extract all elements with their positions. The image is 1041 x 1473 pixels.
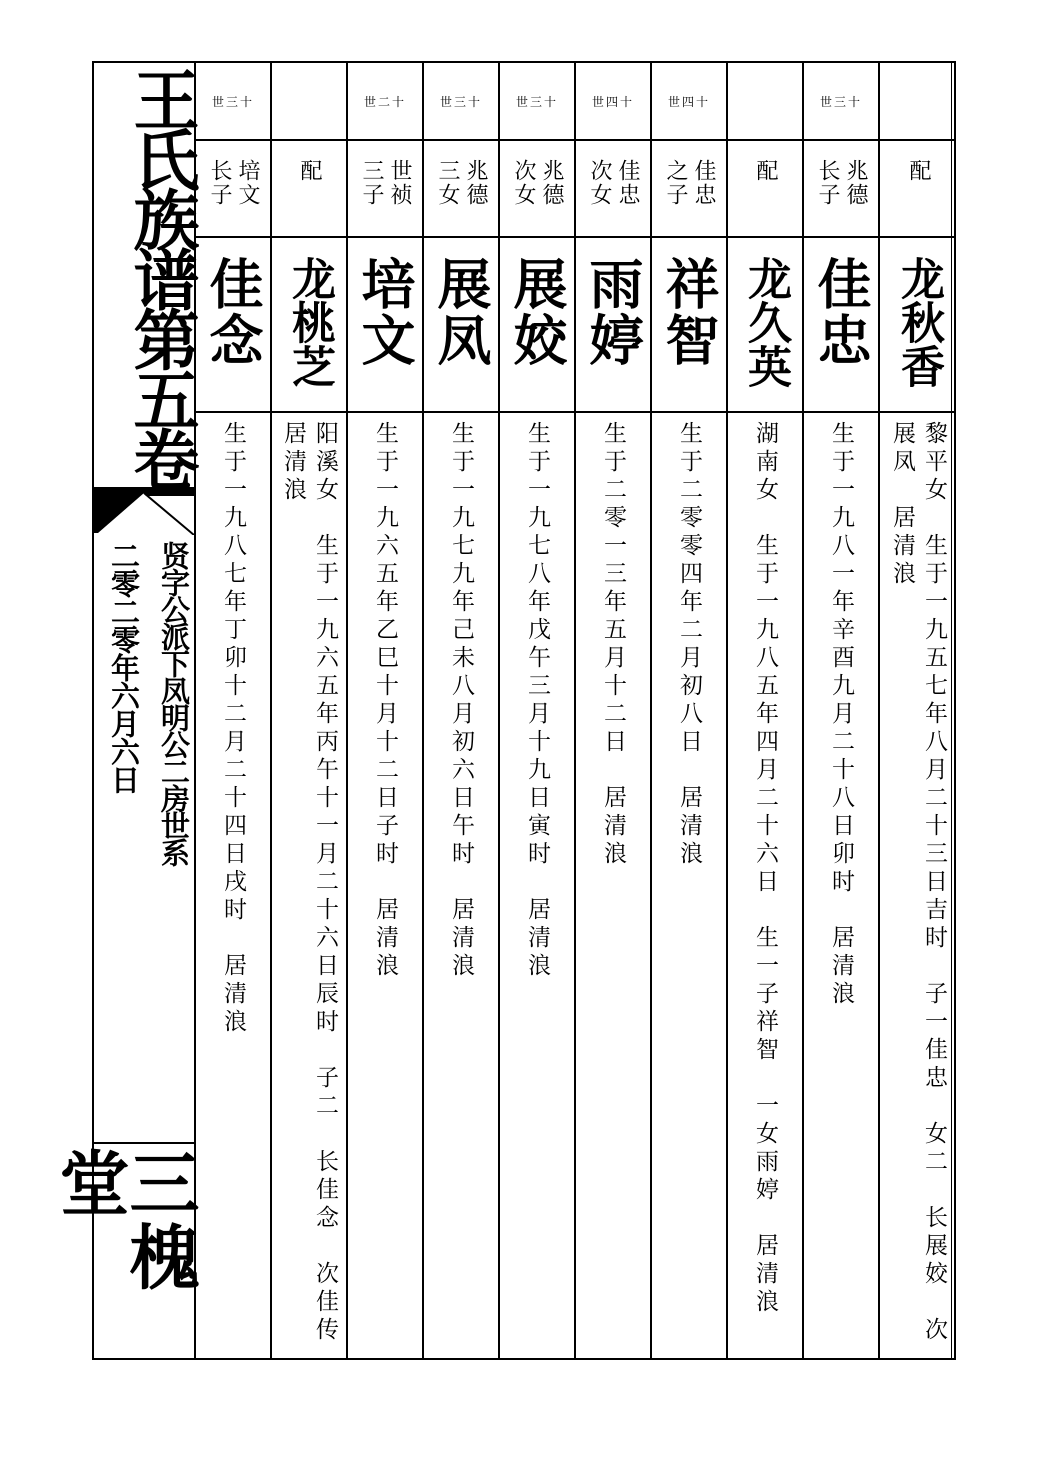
- relation-cell: [652, 141, 726, 236]
- relation-text: 配: [906, 159, 931, 183]
- biography-cell: [652, 413, 726, 1358]
- compile-date: 二零二零年六月六日: [107, 541, 141, 793]
- person-column: [804, 63, 880, 1358]
- relation-text: 次女: [587, 159, 612, 207]
- relation-cell: [576, 141, 650, 236]
- relation-text: 配: [297, 159, 322, 183]
- name-cell: [500, 238, 574, 411]
- name-cell: [728, 238, 802, 411]
- person-column: [500, 63, 576, 1358]
- generation-label: [880, 63, 956, 139]
- person-column: [880, 63, 956, 1358]
- person-name: 祥智: [657, 256, 721, 368]
- book-title: 王氏族谱第五卷: [122, 66, 200, 486]
- genealogy-page-frame: [48, 61, 956, 1360]
- relation-text: 三子: [359, 159, 384, 207]
- person-column: [424, 63, 500, 1358]
- relation-cell: [500, 141, 574, 236]
- person-name: 龙久英: [740, 256, 791, 388]
- biography-cell: [424, 413, 498, 1358]
- relation-cell: [348, 141, 422, 236]
- fishtail-banner: [94, 489, 194, 535]
- biography-cell: [196, 413, 270, 1358]
- relation-text: 配: [753, 159, 778, 183]
- biography-cell: [576, 413, 650, 1358]
- person-column: [652, 63, 728, 1358]
- person-column: [348, 63, 424, 1358]
- relation-text: 兆德: [539, 159, 564, 207]
- biography-text: 阳溪女 生于一九六五年丙午十一月二十六日辰时 子二 长佳念 次佳传 居清浪: [280, 421, 338, 1345]
- name-cell: [424, 238, 498, 411]
- generation-label: 世四十: [667, 94, 710, 109]
- relation-text: 佳忠: [615, 159, 640, 207]
- hall-name: 三槐堂: [48, 1147, 201, 1295]
- relation-text: 三女: [435, 159, 460, 207]
- relation-cell: [728, 141, 802, 236]
- name-cell: [348, 238, 422, 411]
- generation-label: 世二十: [363, 94, 406, 109]
- generation-label: 世三十: [819, 94, 862, 109]
- biography-text: 生于二零一三年五月十二日 居清浪: [600, 421, 626, 869]
- person-name: 展凤: [429, 256, 493, 368]
- generation-label: [272, 63, 346, 139]
- relation-cell: [424, 141, 498, 236]
- person-column: [272, 63, 348, 1358]
- divider: [94, 1142, 194, 1144]
- biography-cell: [272, 413, 346, 1358]
- biography-text: 生于二零零四年二月初八日 居清浪: [676, 421, 702, 869]
- generation-label: 世四十: [591, 94, 634, 109]
- name-cell: [652, 238, 726, 411]
- biography-text: 黎平女 生于一九五七年八月二十三日吉时 子一佳忠 女二 长展姣 次 展凤 居清浪: [889, 421, 947, 1345]
- person-name: 展姣: [505, 256, 569, 368]
- relation-text: 次女: [511, 159, 536, 207]
- person-name: 佳忠: [809, 256, 873, 368]
- name-cell: [576, 238, 650, 411]
- relation-cell: [880, 141, 956, 236]
- relation-text: 兆德: [843, 159, 868, 207]
- generation-label: [728, 63, 802, 139]
- person-name: 龙秋香: [893, 256, 944, 388]
- name-cell: [196, 238, 270, 411]
- biography-cell: [348, 413, 422, 1358]
- biography-cell: [728, 413, 802, 1358]
- branch-title: 贤字公派下凤明公二房世系: [157, 541, 191, 865]
- biography-cell: [880, 413, 956, 1358]
- person-name: 佳念: [201, 256, 265, 368]
- relation-text: 世祯: [387, 159, 412, 207]
- name-cell: [880, 238, 956, 411]
- generation-label: 世三十: [515, 94, 558, 109]
- person-column: [728, 63, 804, 1358]
- biography-text: 生于一九八一年辛酉九月二十八日卯时 居清浪: [828, 421, 854, 1009]
- person-name: 雨婷: [581, 256, 645, 368]
- relation-text: 长子: [815, 159, 840, 207]
- biography-text: 生于一九七九年己未八月初六日午时 居清浪: [448, 421, 474, 981]
- biography-cell: [500, 413, 574, 1358]
- biography-text: 生于一九六五年乙巳十月十二日子时 居清浪: [372, 421, 398, 981]
- relation-text: 培文: [235, 159, 260, 207]
- person-name: 龙桃芝: [284, 256, 335, 388]
- biography-cell: [804, 413, 878, 1358]
- relation-text: 之子: [663, 159, 688, 207]
- relation-cell: [196, 141, 270, 236]
- biography-text: 生于一九八七年丁卯十二月二十四日戌时 居清浪: [220, 421, 246, 1037]
- genealogy-grid: [196, 63, 951, 1358]
- person-name: 培文: [353, 256, 417, 368]
- relation-text: 兆德: [463, 159, 488, 207]
- relation-cell: [804, 141, 878, 236]
- relation-cell: [272, 141, 346, 236]
- person-column: [196, 63, 272, 1358]
- relation-text: 长子: [207, 159, 232, 207]
- generation-label: 世三十: [211, 94, 254, 109]
- name-cell: [804, 238, 878, 411]
- name-cell: [272, 238, 346, 411]
- title-panel: [48, 63, 201, 1358]
- relation-text: 佳忠: [691, 159, 716, 207]
- person-column: [576, 63, 652, 1358]
- biography-text: 湖南女 生于一九八五年四月二十六日 生一子祥智 一女雨婷 居清浪: [752, 421, 778, 1317]
- generation-label: 世三十: [439, 94, 482, 109]
- biography-text: 生于一九七八年戊午三月十九日寅时 居清浪: [524, 421, 550, 981]
